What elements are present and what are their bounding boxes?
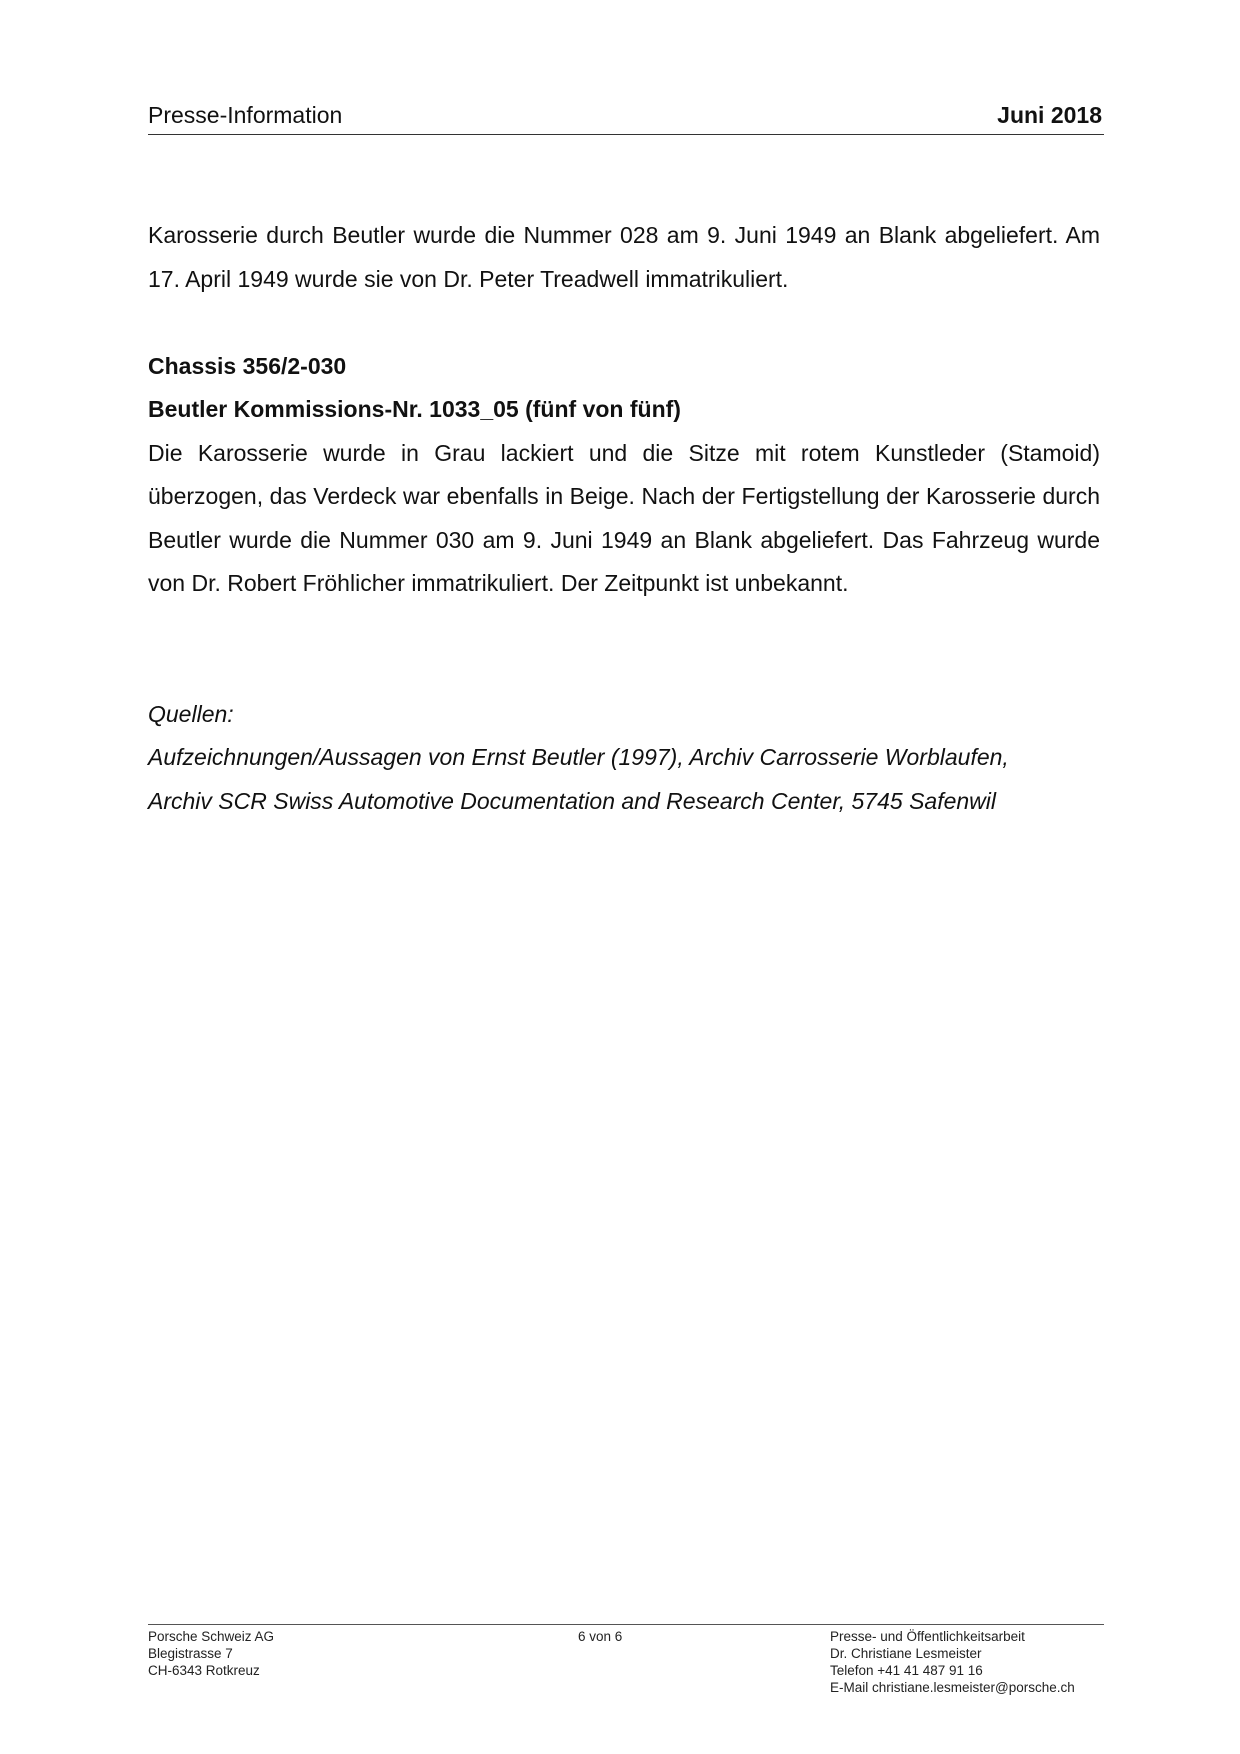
footer-department: Presse- und Öffentlichkeitsarbeit — [830, 1629, 1025, 1644]
intro-paragraph: Karosserie durch Beutler wurde die Nummer 028 am 9. Juni 1949 an Blank abgeliefert. Am 17. April 1949 wurde sie von Dr. Peter Treadwell immatrikuliert. — [148, 222, 1100, 292]
chassis-heading: Chassis 356/2-030 — [148, 352, 347, 379]
footer-email: E-Mail christiane.lesmeister@porsche.ch — [830, 1680, 1075, 1695]
header-date: Juni 2018 — [997, 102, 1102, 128]
main-content — [148, 214, 1100, 823]
footer-company-name: Porsche Schweiz AG — [148, 1629, 275, 1644]
sources-line-2: Archiv SCR Swiss Automotive Documentation and Research Center, 5745 Safenwil — [148, 787, 997, 814]
sources-line-1: Aufzeichnungen/Aussagen von Ernst Beutler (1997), Archiv Carrosserie Worblaufen, — [148, 744, 1009, 770]
footer-city: CH-6343 Rotkreuz — [148, 1663, 260, 1678]
chassis-paragraph: Die Karosserie wurde in Grau lackiert und die Sitze mit rotem Kunstleder (Stamoid) überzogen, das Verdeck war ebenfalls in Beige. Nach der Fertigstellung der Karosserie durch Beutler wurde die Nummer 030 am 9. Juni 1949 an Blank abgeliefert. Das Fahrzeug wurde von Dr. Robert Fröhlicher immatrikuliert. Der Zeitpunkt ist unbekannt. — [148, 439, 1100, 596]
page-number: 6 von 6 — [578, 1629, 623, 1644]
sources-label: Quellen: — [148, 700, 234, 727]
page-header — [148, 100, 1104, 135]
footer-contact — [830, 1628, 1075, 1696]
commission-heading: Beutler Kommissions-Nr. 1033_05 (fünf von fünf) — [148, 396, 681, 422]
footer-contact-name: Dr. Christiane Lesmeister — [830, 1646, 982, 1661]
footer-phone: Telefon +41 41 487 91 16 — [830, 1663, 983, 1678]
footer-street: Blegistrasse 7 — [148, 1646, 233, 1661]
page-footer — [148, 1624, 1104, 1695]
section-spacer — [148, 301, 1100, 345]
sources-spacer — [148, 606, 1100, 693]
header-title: Presse-Information — [148, 102, 343, 128]
footer-page-number — [578, 1628, 622, 1645]
footer-company-address — [148, 1628, 274, 1679]
